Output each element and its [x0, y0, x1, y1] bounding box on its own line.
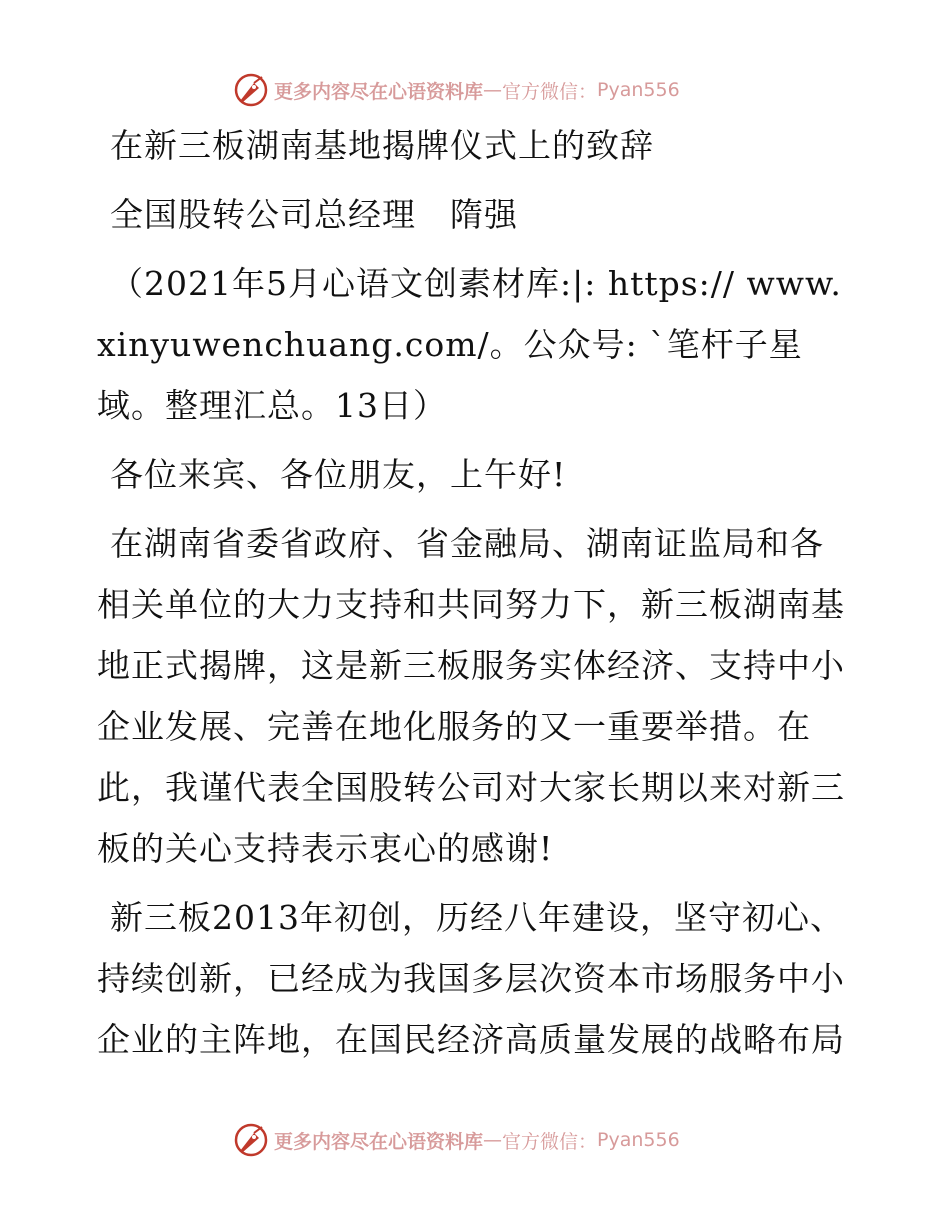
body-paragraph: 新三板2013年初创，历经八年建设，坚守初心、持续创新，已经成为我国多层次资本市场服务中小企业的主阵地，在国民经济高质量发展的战略布局 [97, 898, 845, 1059]
watermark-promo-text: 更多内容尽在心语资料库 [274, 80, 484, 103]
greeting: 各位来宾、各位朋友，上午好! [110, 455, 567, 494]
watermark-wechat-label: 官方微信： [502, 80, 598, 103]
watermark-wechat-label: 官方微信： [502, 1130, 598, 1153]
document-title: 在新三板湖南基地揭牌仪式上的致辞 [110, 126, 654, 165]
pen-nib-logo-icon [232, 71, 270, 109]
watermark-wechat-id: Pyan556 [597, 1129, 680, 1151]
watermark-promo-text: 更多内容尽在心语资料库 [274, 1130, 484, 1153]
watermark-separator: — [483, 79, 503, 101]
pen-nib-logo-icon [232, 1121, 270, 1159]
document-body [97, 115, 857, 1078]
watermark-banner-bottom [232, 1120, 680, 1160]
source-note: （2021年5月心语文创素材库:|: https:// www.xinyuwenchuang.com/。公众号: `笔杆子星域。整理汇总。13日） [97, 264, 842, 425]
watermark-separator: — [483, 1129, 503, 1151]
watermark-wechat-id: Pyan556 [597, 79, 680, 101]
author-line: 全国股转公司总经理 隋强 [110, 195, 518, 234]
body-paragraph: 在湖南省委省政府、省金融局、湖南证监局和各相关单位的大力支持和共同努力下，新三板湖南基地正式揭牌，这是新三板服务实体经济、支持中小企业发展、完善在地化服务的又一重要举措。在此，我谨代表全国股转公司对大家长期以来对新三板的关心支持表示衷心的感谢! [97, 524, 845, 868]
watermark-banner-top [232, 70, 680, 110]
